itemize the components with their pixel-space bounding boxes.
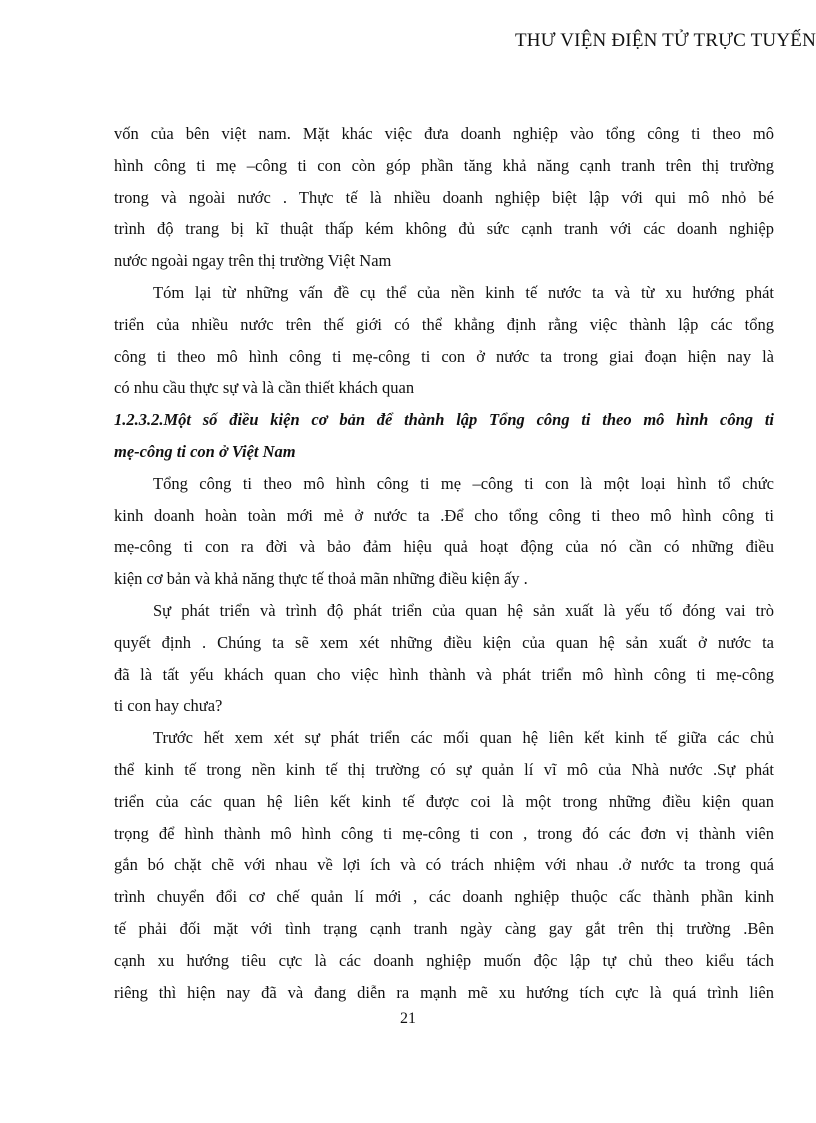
document-body [114, 118, 774, 1008]
text-line: triển của các quan hệ liên kết kinh tế được coi là một trong những điều kiện quan [114, 791, 774, 811]
text-line: trình độ trang bị kĩ thuật thấp kém không đủ sức cạnh tranh với các doanh nghiệp [114, 219, 774, 239]
text-line: vốn của bên việt nam. Mặt khác việc đưa doanh nghiệp vào tổng công ti theo mô [114, 124, 774, 143]
text-line: nước ngoài ngay trên thị trường Việt Nam [114, 251, 392, 271]
text-line: thể kinh tế trong nền kinh tế thị trường có sự quản lí vĩ mô của Nhà nước .Sự phát [114, 759, 774, 779]
text-line: trong và ngoài nước . Thực tế là nhiều doanh nghiệp biệt lập với qui mô nhỏ bé [114, 187, 774, 207]
text-line: cạnh xu hướng tiêu cực là các doanh nghiệp muốn độc lập tự chủ theo kiểu tách [114, 950, 774, 970]
text-line: quyết định . Chúng ta sẽ xem xét những điều kiện của quan hệ sản xuất ở nước ta [114, 632, 774, 652]
text-line: tế phải đối mặt với tình trạng cạnh tranh ngày càng gay gắt trên thị trường .Bên [114, 918, 774, 938]
text-line: hình công ti mẹ –công ti con còn góp phần tăng khả năng cạnh tranh trên thị trường [114, 155, 774, 175]
text-line: công ti theo mô hình công ti mẹ-công ti con ở nước ta trong giai đoạn hiện nay là [114, 346, 774, 366]
text-line: Tóm lại từ những vấn đề cụ thể của nền kinh tế nước ta và từ xu hướng phát [153, 282, 774, 302]
paragraph-development [114, 595, 774, 722]
text-line: kiện cơ bản và khả năng thực tế thoả mãn những điều kiện ấy . [114, 569, 528, 589]
text-line: ti con hay chưa? [114, 696, 223, 716]
text-line: trọng để hình thành mô hình công ti mẹ-công ti con , trong đó các đơn vị thành viên [114, 823, 774, 843]
text-line: riêng thì hiện nay đã và đang diễn ra mạnh mẽ xu hướng tích cực là quá trình liên [114, 982, 774, 1002]
paragraph-continuation [114, 118, 774, 277]
text-line: kinh doanh hoàn toàn mới mẻ ở nước ta .Để cho tổng công ti theo mô hình công ti [114, 505, 774, 525]
heading-line: 1.2.3.2.Một số điều kiện cơ bản để thành lập Tổng công ti theo mô hình công ti [114, 410, 774, 430]
text-line: mẹ-công ti con ra đời và bảo đảm hiệu quả hoạt động của nó cần có những điều [114, 537, 774, 557]
paragraph-economic-links [114, 722, 774, 1008]
text-line: có nhu cầu thực sự và là cần thiết khách quan [114, 378, 415, 398]
page-header-title: THƯ VIỆN ĐIỆN TỬ TRỰC TUYẾN [514, 30, 816, 51]
text-line: đã là tất yếu khách quan cho việc hình thành và phát triển mô hình công ti mẹ-công [114, 664, 774, 684]
section-heading [114, 404, 774, 468]
heading-line: mẹ-công ti con ở Việt Nam [114, 441, 296, 461]
text-line: gắn bó chặt chẽ với nhau về lợi ích và có trách nhiệm với nhau .ở nước ta trong quá [114, 855, 774, 875]
text-line: Sự phát triển và trình độ phát triển của quan hệ sản xuất là yếu tố đóng vai trò [153, 600, 774, 620]
text-line: triển của nhiều nước trên thế giới có thể khẳng định rằng việc thành lập các tổng [114, 314, 774, 334]
page-number: 21 [400, 1010, 416, 1027]
text-line: trình chuyển đổi cơ chế quản lí mới , các doanh nghiệp thuộc cấc thành phần kinh [114, 887, 774, 907]
text-line: Tổng công ti theo mô hình công ti mẹ –công ti con là một loại hình tổ chức [153, 473, 774, 493]
paragraph-summary [114, 277, 774, 404]
text-line: Trước hết xem xét sự phát triển các mối quan hệ liên kết kinh tế giữa các chủ [153, 728, 774, 748]
paragraph-intro [114, 468, 774, 595]
